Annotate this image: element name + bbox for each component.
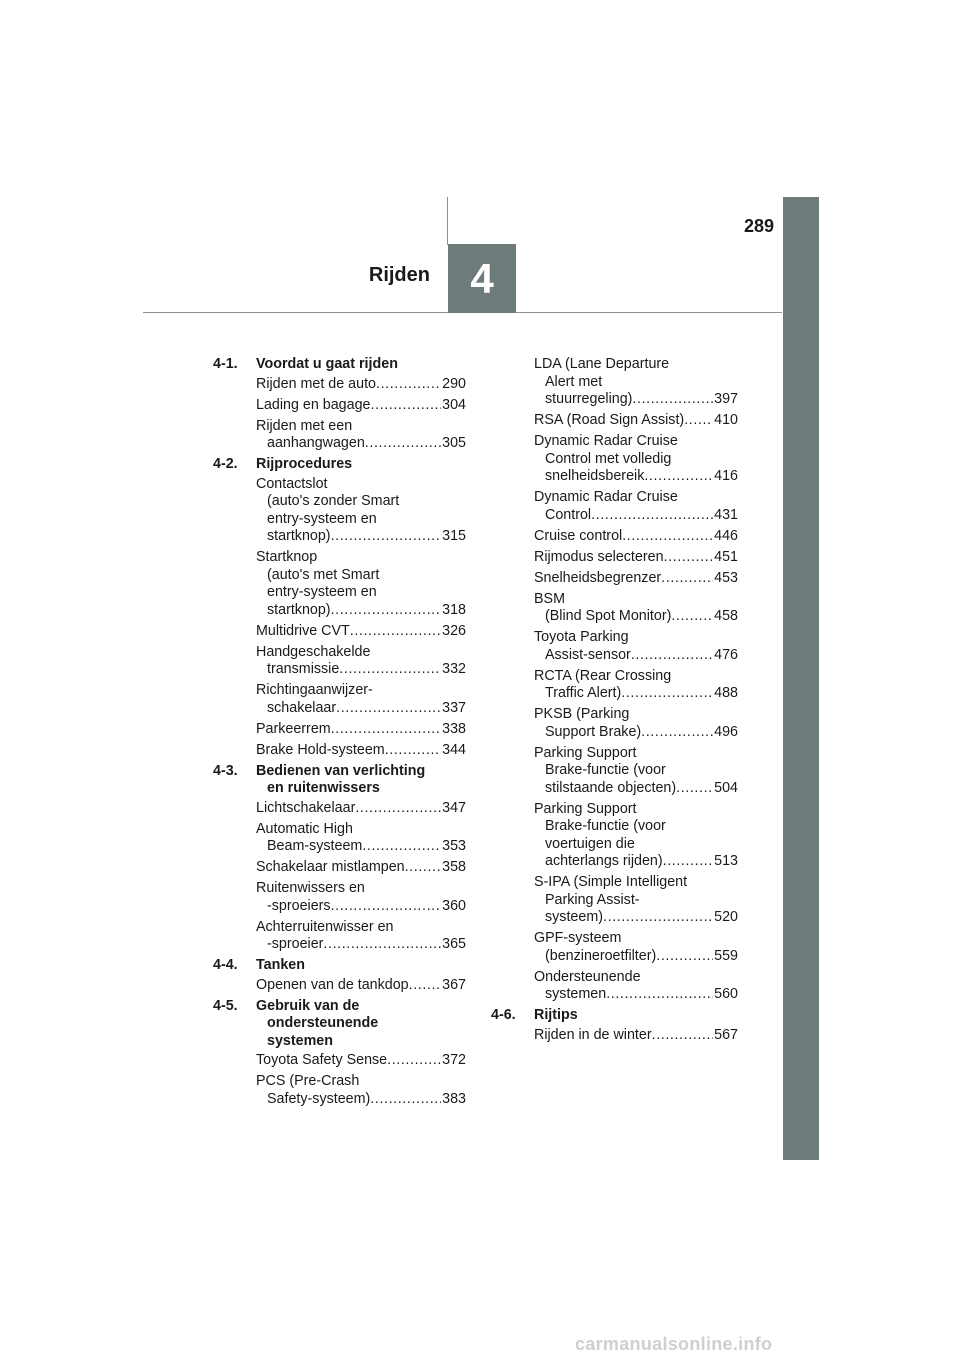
toc-leader-dots: [409, 977, 442, 995]
toc-page-number: 332: [442, 661, 466, 677]
toc-section-title-line: en ruitenwissers: [267, 780, 380, 796]
chapter-number-box: 4: [448, 244, 516, 313]
toc-entry-text: Openen van de tankdop: [256, 976, 409, 993]
toc-entry-line: Automatic High: [256, 820, 353, 837]
toc-entry-line: Dynamic Radar Cruise: [534, 489, 678, 505]
toc-entry[interactable]: [256, 549, 466, 619]
toc-entry[interactable]: [256, 742, 466, 760]
toc-entry-last-line: [256, 528, 466, 546]
toc-entry-line: Rijden met een: [256, 417, 353, 434]
toc-entry-line: Dynamic Radar Cruise: [534, 433, 678, 449]
toc-entry-line: Richtingaanwijzer-: [256, 682, 373, 698]
toc-leader-dots: [331, 602, 442, 620]
toc-entry[interactable]: [534, 874, 738, 927]
toc-entry-last-line: [534, 570, 738, 588]
toc-entry[interactable]: [256, 1073, 466, 1108]
toc-entry-last-line: [534, 685, 738, 703]
toc-entry-last-line: [534, 724, 738, 742]
toc-leader-dots: [631, 647, 713, 665]
chapter-side-tab: [783, 197, 819, 1160]
toc-entry-line: RCTA (Rear Crossing: [534, 667, 672, 684]
toc-entry[interactable]: [534, 969, 738, 1004]
toc-page-number: 338: [442, 720, 466, 737]
toc-leader-dots: [365, 435, 441, 453]
chapter-title: Rijden: [368, 264, 430, 286]
toc-entry-text: systeem): [545, 909, 603, 925]
toc-section-title-line: ondersteunende: [267, 1015, 379, 1031]
toc-entry-text: Beam-systeem: [267, 838, 363, 854]
toc-entry[interactable]: [256, 623, 466, 641]
toc-entry-last-line: [256, 936, 466, 954]
toc-leader-dots: [661, 570, 713, 588]
toc-entry-line: S-IPA (Simple Intelligent: [534, 874, 688, 890]
toc-leader-dots: [644, 468, 713, 486]
toc-page-number: 372: [442, 1052, 466, 1068]
toc-entry[interactable]: [256, 376, 466, 394]
toc-leader-dots: [664, 549, 714, 567]
toc-page-number: 513: [714, 853, 738, 869]
toc-leader-dots: [371, 397, 442, 415]
toc-entry[interactable]: [534, 356, 738, 409]
toc-page-number: 344: [442, 741, 466, 758]
toc-entry[interactable]: [256, 476, 466, 546]
toc-entry[interactable]: [534, 489, 738, 524]
toc-entry[interactable]: [534, 570, 738, 588]
toc-entry-last-line: [256, 376, 466, 394]
toc-page-number: 431: [714, 506, 738, 523]
toc-page-number: 318: [442, 601, 466, 618]
toc-section-heading: [213, 998, 466, 1051]
toc-leader-dots: [671, 608, 713, 626]
toc-entry[interactable]: [534, 412, 738, 430]
toc-entry[interactable]: [256, 721, 466, 739]
toc-entry-text: systemen: [545, 986, 607, 1002]
toc-leader-dots: [376, 376, 441, 394]
toc-page-number: 559: [714, 947, 738, 964]
toc-leader-dots: [652, 1027, 714, 1045]
toc-leader-dots: [606, 986, 713, 1004]
toc-leader-dots: [641, 724, 713, 742]
toc-section-title: [534, 1007, 738, 1025]
toc-leader-dots: [656, 948, 713, 966]
toc-leader-dots: [684, 412, 713, 430]
toc-entry-text: Parkeerrem: [256, 720, 331, 737]
toc-section-title-line: Bedienen van verlichting: [256, 762, 426, 779]
toc-section-heading: [213, 456, 466, 474]
toc-entry-last-line: [256, 700, 466, 718]
toc-leader-dots: [339, 661, 441, 679]
toc-section-number: 4-6.: [491, 1007, 516, 1023]
toc-section-title: [256, 763, 466, 798]
toc-page-number: 496: [714, 723, 738, 740]
toc-entry-text: Toyota Safety Sense: [256, 1052, 388, 1068]
toc-entry[interactable]: [534, 706, 738, 741]
toc-section-title-line: systemen: [267, 1032, 333, 1049]
toc-entry-line: (auto's zonder Smart: [267, 493, 400, 509]
toc-leader-dots: [323, 936, 441, 954]
toc-entry-last-line: [256, 742, 466, 760]
toc-page-number: 353: [442, 838, 466, 854]
toc-entry-last-line: [534, 412, 738, 430]
toc-page-number: 504: [714, 779, 738, 796]
toc-entry[interactable]: [534, 629, 738, 664]
toc-entry[interactable]: [534, 528, 738, 546]
toc-leader-dots: [385, 742, 441, 760]
toc-entry-line: (auto's met Smart: [267, 566, 380, 583]
toc-entry-text: Snelheidsbegrenzer: [534, 569, 662, 586]
toc-entry-line: entry-systeem en: [267, 510, 377, 527]
toc-entry-text: snelheidsbereik: [545, 468, 645, 484]
toc-leader-dots: [331, 528, 442, 546]
toc-leader-dots: [387, 1052, 441, 1070]
toc-entry-line: Alert met: [545, 373, 603, 390]
toc-entry-line: BSM: [534, 590, 565, 607]
toc-entry-last-line: [534, 647, 738, 665]
toc-entry[interactable]: [534, 549, 738, 567]
toc-entry-text: stilstaande objecten): [545, 779, 677, 796]
toc-leader-dots: [621, 685, 713, 703]
toc-entry-last-line: [256, 898, 466, 916]
toc-entry-line: voertuigen die: [545, 835, 635, 852]
toc-entry-line: Parking Support: [534, 800, 637, 817]
toc-entry[interactable]: [534, 433, 738, 486]
toc-leader-dots: [355, 800, 441, 818]
toc-entry-last-line: [534, 468, 738, 486]
toc-entry[interactable]: [256, 821, 466, 856]
toc-entry[interactable]: [534, 801, 738, 871]
toc-entry-text: schakelaar: [267, 699, 337, 716]
toc-section-number: 4-3.: [213, 762, 238, 779]
toc-entry-text: Schakelaar mistlampen: [256, 859, 405, 875]
toc-entry-text: transmissie: [267, 661, 340, 677]
toc-entry-last-line: [256, 800, 466, 818]
toc-entry-last-line: [534, 391, 738, 409]
toc-entry[interactable]: [256, 644, 466, 679]
toc-entry-text: Rijden in de winter: [534, 1026, 652, 1043]
toc-entry[interactable]: [256, 1052, 466, 1070]
toc-entry-text: Cruise control: [534, 527, 623, 544]
toc-entry[interactable]: [256, 397, 466, 415]
toc-page-number: 520: [714, 909, 738, 925]
toc-section-title-line: Tanken: [256, 957, 305, 973]
toc-entry-line: entry-systeem en: [267, 584, 377, 600]
toc-entry-line: Parking Assist-: [545, 891, 640, 908]
toc-leader-dots: [663, 853, 714, 871]
toc-leader-dots: [370, 1091, 441, 1109]
toc-entry-line: PKSB (Parking: [534, 706, 630, 722]
toc-entry-text: Rijmodus selecteren: [534, 548, 664, 565]
toc-entry-line: Startknop: [256, 549, 318, 565]
toc-section-heading: [213, 356, 466, 374]
toc-entry[interactable]: [256, 977, 466, 995]
toc-entry-line: Achterruitenwisser en: [256, 918, 394, 935]
toc-leader-dots: [336, 700, 441, 718]
toc-entry[interactable]: [256, 418, 466, 453]
toc-entry-text: Lading en bagage: [256, 396, 371, 413]
toc-entry-text: Assist-sensor: [545, 646, 631, 663]
toc-page-number: 567: [714, 1026, 738, 1043]
toc-entry-text: (benzineroetfilter): [545, 947, 657, 964]
toc-section-number: 4-1.: [213, 356, 238, 372]
toc-entry-line: Contactslot: [256, 475, 328, 492]
toc-leader-dots: [405, 859, 442, 877]
toc-column-left: [213, 356, 466, 1112]
toc-page-number: 410: [714, 412, 738, 428]
toc-leader-dots: [632, 391, 713, 409]
toc-leader-dots: [603, 909, 713, 927]
toc-page-number: 383: [442, 1090, 466, 1107]
toc-page-number: 367: [442, 976, 466, 993]
toc-section-number: 4-2.: [213, 456, 238, 472]
toc-entry-last-line: [256, 977, 466, 995]
toc-page-number: 360: [442, 897, 466, 914]
toc-entry-line: Toyota Parking: [534, 629, 629, 645]
toc-page-number: 476: [714, 646, 738, 663]
toc-entry-text: Safety-systeem): [267, 1090, 371, 1107]
toc-page-number: 365: [442, 936, 466, 952]
toc-entry-last-line: [256, 1052, 466, 1070]
toc-section-heading: [213, 957, 466, 975]
toc-page-number: 560: [714, 986, 738, 1002]
toc-entry-line: Control met volledig: [545, 450, 672, 467]
toc-entry-text: Lichtschakelaar: [256, 799, 356, 816]
toc-section-number: 4-4.: [213, 957, 238, 973]
toc-section-title-line: Voordat u gaat rijden: [256, 356, 398, 372]
toc-entry-text: stuurregeling): [545, 391, 633, 407]
toc-entry-text: startknop): [267, 528, 331, 544]
toc-entry-last-line: [256, 602, 466, 620]
toc-page-number: 416: [714, 468, 738, 484]
toc-section-number: 4-5.: [213, 997, 238, 1014]
toc-page-number: 488: [714, 685, 738, 701]
toc-leader-dots: [350, 623, 441, 641]
toc-entry-last-line: [534, 507, 738, 525]
toc-page-number: 290: [442, 375, 466, 392]
toc-entry[interactable]: [534, 591, 738, 626]
toc-entry-last-line: [256, 721, 466, 739]
toc-page-number: 326: [442, 622, 466, 639]
toc-page-number: 397: [714, 391, 738, 407]
toc-entry[interactable]: [256, 682, 466, 717]
toc-entry-last-line: [256, 859, 466, 877]
toc-entry-text: -sproeiers: [267, 897, 331, 914]
toc-entry-line: PCS (Pre-Crash: [256, 1073, 360, 1089]
toc-entry[interactable]: [256, 919, 466, 954]
toc-entry-text: RSA (Road Sign Assist): [534, 412, 685, 428]
toc-section-title: [256, 356, 466, 374]
toc-entry[interactable]: [534, 930, 738, 965]
toc-entry-text: -sproeier: [267, 936, 324, 952]
toc-leader-dots: [331, 721, 441, 739]
toc-page-number: 305: [442, 435, 466, 451]
toc-entry-line: Brake-functie (voor: [545, 762, 666, 778]
toc-entry-text: aanhangwagen: [267, 435, 365, 451]
toc-leader-dots: [331, 898, 442, 916]
toc-entry[interactable]: [256, 880, 466, 915]
toc-entry-last-line: [256, 661, 466, 679]
toc-entry-line: GPF-systeem: [534, 930, 622, 946]
toc-entry-line: Handgeschakelde: [256, 643, 371, 660]
toc-entry-text: Multidrive CVT: [256, 622, 350, 639]
toc-entry-last-line: [534, 780, 738, 798]
toc-leader-dots: [676, 780, 713, 798]
toc-section-title: [256, 998, 466, 1051]
toc-entry-last-line: [534, 948, 738, 966]
toc-section-title: [256, 957, 466, 975]
toc-entry-last-line: [534, 909, 738, 927]
toc-entry-text: Rijden met de auto: [256, 375, 377, 392]
toc-leader-dots: [362, 838, 441, 856]
toc-section-title-line: Rijtips: [534, 1007, 578, 1023]
toc-entry-text: startknop): [267, 601, 331, 618]
toc-page-number: 337: [442, 699, 466, 716]
toc-entry-text: Traffic Alert): [545, 685, 622, 701]
toc-entry-text: achterlangs rijden): [545, 853, 663, 869]
toc-entry-last-line: [534, 853, 738, 871]
toc-entry-last-line: [534, 608, 738, 626]
toc-entry[interactable]: [256, 859, 466, 877]
toc-page-number: 358: [442, 859, 466, 875]
toc-entry[interactable]: [534, 745, 738, 798]
toc-entry-last-line: [256, 435, 466, 453]
toc-entry-last-line: [534, 1027, 738, 1045]
toc-entry-last-line: [256, 1091, 466, 1109]
toc-entry-line: Parking Support: [534, 744, 637, 761]
toc-entry-line: Brake-functie (voor: [545, 818, 666, 834]
toc-leader-dots: [622, 528, 713, 546]
toc-entry-last-line: [256, 623, 466, 641]
toc-section-title-line: Rijprocedures: [256, 456, 353, 472]
toc-leader-dots: [591, 507, 713, 525]
toc-page-number: 304: [442, 396, 466, 413]
toc-entry-text: Support Brake): [545, 723, 642, 740]
toc-column-right: [491, 356, 738, 1048]
toc-entry-text: (Blind Spot Monitor): [545, 608, 672, 624]
toc-entry-last-line: [256, 397, 466, 415]
page-number: 289: [743, 216, 774, 236]
toc-entry[interactable]: [534, 1027, 738, 1045]
footer-watermark: carmanualsonline.info: [575, 1334, 773, 1354]
toc-entry-line: Ondersteunende: [534, 968, 641, 985]
toc-entry-text: Control: [545, 506, 592, 523]
toc-entry-line: Ruitenwissers en: [256, 880, 365, 896]
toc-entry[interactable]: [534, 668, 738, 703]
toc-section-heading: [491, 1007, 738, 1025]
toc-entry[interactable]: [256, 800, 466, 818]
toc-page-number: 446: [714, 527, 738, 544]
toc-page-number: 451: [714, 548, 738, 565]
toc-page-number: 347: [442, 799, 466, 816]
toc-page-number: 458: [714, 608, 738, 624]
toc-section-heading: [213, 763, 466, 798]
header-divider-vertical: [447, 197, 448, 245]
toc-entry-line: LDA (Lane Departure: [534, 356, 670, 372]
toc-page-number: 315: [442, 528, 466, 544]
toc-entry-last-line: [256, 838, 466, 856]
toc-section-title: [256, 456, 466, 474]
toc-section-title-line: Gebruik van de: [256, 997, 360, 1014]
toc-entry-text: Brake Hold-systeem: [256, 741, 385, 758]
toc-entry-last-line: [534, 528, 738, 546]
toc-entry-last-line: [534, 549, 738, 567]
toc-entry-last-line: [534, 986, 738, 1004]
toc-page-number: 453: [714, 569, 738, 586]
